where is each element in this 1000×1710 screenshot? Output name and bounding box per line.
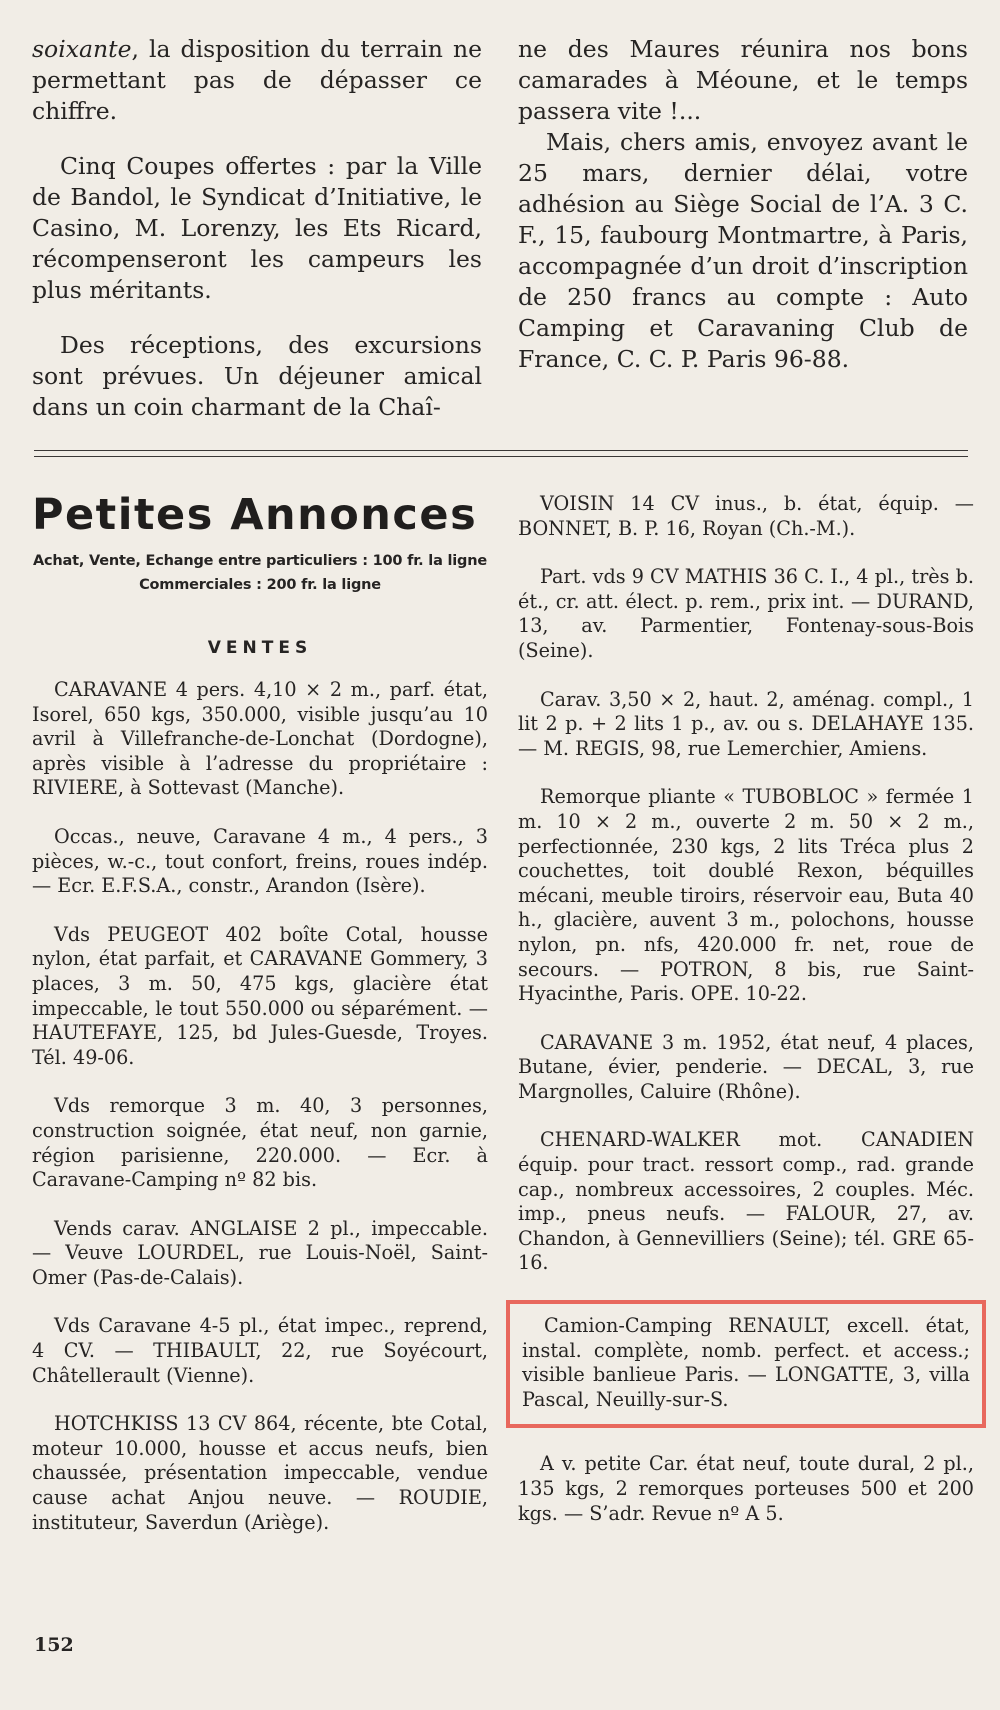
classified-ad: Vds Caravane 4-5 pl., état impec., reprend, 4 CV. — THIBAULT, 22, rue Soyécourt, Châtellerault (Vienne). (32, 1314, 488, 1387)
article-paragraph: Des réceptions, des excursions sont prévues. Un déjeuner amical dans un coin charmant de la Chaî- (32, 331, 482, 421)
classified-ad: A v. petite Car. état neuf, toute dural, 2 pl., 135 kgs, 2 remorques porteuses 500 et 200 kgs. — S’adr. Revue nº A 5. (518, 1452, 974, 1525)
article-paragraph: ne des Maures réunira nos bons camarades à Méoune, et le temps passera vite !... (518, 35, 968, 125)
article-paragraph: Mais, chers amis, envoyez avant le 25 mars, dernier délai, votre adhésion au Siège Social de l’A. 3 C. F., 15, faubourg Montmartre, à Paris, accompagnée d’un droit d’inscription de 250 francs au compte : Auto Camping et Caravaning Club de France, C. C. P. Paris 96-88. (518, 128, 968, 373)
classified-ad: VOISIN 14 CV inus., b. état, équip. — BONNET, B. P. 16, Royan (Ch.-M.). (518, 492, 974, 540)
article-paragraph: Cinq Coupes offertes : par la Ville de Bandol, le Syndicat d’Initiative, le Casino, M. Lorenzy, les Ets Ricard, récompenseront les campeurs les plus méritants. (32, 152, 482, 304)
classified-ad: Vds remorque 3 m. 40, 3 personnes, construction soignée, état neuf, non garnie, région parisienne, 220.000. — Ecr. à Caravane-Camping nº 82 bis. (32, 1094, 488, 1192)
ads-column-right (518, 492, 974, 1526)
classified-ad: Carav. 3,50 × 2, haut. 2, aménag. compl., 1 lit 2 p. + 2 lits 1 p., av. ou s. DELAHAYE 135. — M. REGIS, 98, rue Lemerchier, Amiens. (518, 687, 974, 760)
page-number: 152 (34, 1634, 74, 1656)
section-divider-top (34, 450, 968, 451)
classified-ad: Part. vds 9 CV MATHIS 36 C. I., 4 pl., très b. ét., cr. att. élect. p. rem., prix int. — DURAND, 13, av. Parmentier, Fontenay-sous-Bois (Seine). (518, 565, 974, 662)
classified-ad: CARAVANE 4 pers. 4,10 × 2 m., parf. état, Isorel, 650 kgs, 350.000, visible jusqu’au 10 avril à Villefranche-de-Lonchat (Dordogne), après visible à l’adresse du propriétaire : RIVIERE, à Sottevast (Manche). (32, 678, 488, 800)
rates-line-private: Achat, Vente, Echange entre particuliers : 100 fr. la ligne (33, 553, 487, 569)
article-paragraph (32, 34, 482, 127)
classified-ad: Occas., neuve, Caravane 4 m., 4 pers., 3 pièces, w.-c., tout confort, freins, roues indép. — Ecr. E.F.S.A., constr., Arandon (Isère). (32, 824, 488, 898)
highlighted-ad-renault[interactable]: Camion-Camping RENAULT, excell. état, instal. complète, nomb. perfect. et access.; visible banlieue Paris. — LONGATTE, 3, villa Pascal, Neuilly-sur-S. (506, 1300, 986, 1428)
ads-column-left (32, 678, 488, 1535)
rates-line-commercial: Commerciales : 200 fr. la ligne (139, 577, 381, 593)
section-heading-ventes: VENTES (207, 638, 313, 658)
classified-ad: Vds PEUGEOT 402 boîte Cotal, housse nylon, état parfait, et CARAVANE Gommery, 3 places, 3 m. 50, 475 kgs, glacière état impeccable, le tout 550.000 ou séparément. — HAUTEFAYE, 125, bd Jules-Guesde, Troyes. Tél. 49-06. (32, 922, 488, 1069)
section-divider-bottom (34, 456, 968, 457)
classified-ad: HOTCHKISS 13 CV 864, récente, bte Cotal, moteur 10.000, housse et accus neufs, bien chaussée, présentation impeccable, vendue cause achat Anjou neuve. — ROUDIE, instituteur, Saverdun (Ariège). (32, 1412, 488, 1534)
article-continuation-left (32, 34, 482, 423)
classified-ad: CARAVANE 3 m. 1952, état neuf, 4 places, Butane, évier, penderie. — DECAL, 3, rue Margnolles, Caluire (Rhône). (518, 1030, 974, 1103)
classifieds-title: Petites Annonces (32, 490, 478, 540)
article-continuation-right (518, 34, 968, 375)
paragraph-text: , la disposition du terrain ne permettant pas de dépasser ce chiffre. (32, 35, 482, 125)
classified-ad: Vends carav. ANGLAISE 2 pl., impeccable. — Veuve LOURDEL, rue Louis-Noël, Saint-Omer (Pas-de-Calais). (32, 1216, 488, 1289)
italic-word: soixante (32, 35, 132, 63)
classified-ad: Remorque pliante « TUBOBLOC » fermée 1 m. 10 × 2 m., ouverte 2 m. 50 × 2 m., perfectionnée, 230 kgs, 2 lits Tréca plus 2 couchettes, toit doublé Rexon, béquilles mécani, meuble tiroirs, réservoir eau, Buta 40 h., glacière, auvent 3 m., polochons, housse nylon, pn. nfs, 420.000 fr. net, roue de secours. — POTRON, 8 bis, rue Saint-Hyacinthe, Paris. OPE. 10-22. (518, 785, 974, 1006)
classified-ad: CHENARD-WALKER mot. CANADIEN équip. pour tract. ressort comp., rad. grande cap., nombreux accessoires, 2 couples. Méc. imp., pneus neufs. — FALOUR, 27, av. Chandon, à Gennevilliers (Seine); tél. GRE 65-16. (518, 1128, 974, 1275)
